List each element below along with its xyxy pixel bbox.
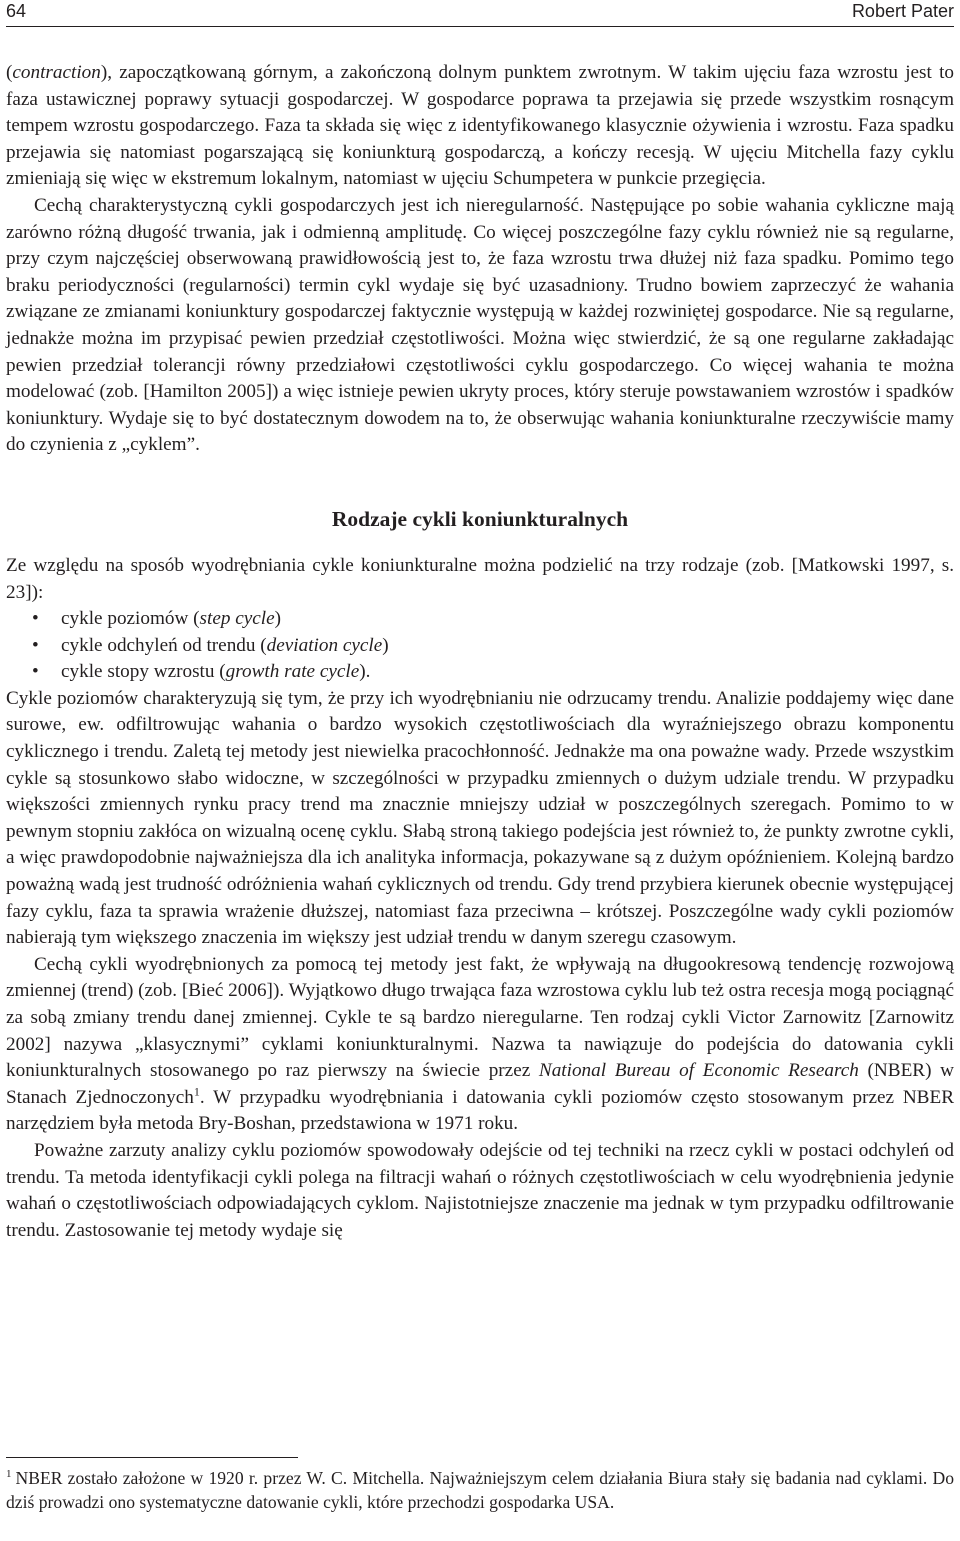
text-run: ) [382,634,389,656]
text-run: ), zapoczątkowaną górnym, a zakończoną dolnym punktem zwrotnym. W takim ujęciu faza wzrostu jest to faza ustawicznej poprawy sytuacji gospodarczej. W gospodarce poprawa ta przejawia się przede wszystkim rosnącym tempem wzrostu gospodarczego. Faza ta składa się więc z identyfikowanego klasycznie ożywienia i wzrostu. Faza spadku przejawia się natomiast pogarszającą się koniunkturą gospodarczą, a kończy recesją. W ujęciu Mitchella fazy cyklu zmieniają się więc w ekstremum lokalnym, natomiast w ujęciu Schumpetera w punkcie przegięcia. [6,62,954,190]
term: step cycle [199,608,275,630]
list-item [6,633,954,660]
paragraph-4 [6,952,954,1138]
footnote-text: NBER zostało założone w 1920 r. przez W. C. Mitchella. Najważniejszym celem działania Biura stały się badania nad cyklami. Do dziś prowadzi ono systematyczne datowanie cykli, które przechodzi gospodarka USA. [6,1468,954,1512]
text-run: ). [359,661,371,683]
paragraph-3: Cykle poziomów charakteryzują się tym, że przy ich wyodrębnianiu nie odrzucamy trendu. Analizie poddajemy więc dane surowe, ew. odfiltrowując wahania o bardzo wysokich częstotliwościach dla wyraźniejszego obrazu komponentu cyklicznego i trendu. Zaletą tej metody jest niewielka pracochłonność. Jednakże ma ona poważne wady. Przede wszystkim cykle są stosunkowo słabo widoczne, w szczególności w przypadku zmiennych o dużym udziale trendu. W przypadku większości zmiennych rynku pracy trend ma znacznie mniejszy udział w poszczególnych szeregach. Pomimo to w pewnym stopniu zakłóca on wizualną ocenę cyklu. Słabą stroną takiego podejścia jest również to, że punkty zwrotne cykli, a więc prawdopodobnie najważniejsza dla ich analityka informacja, pokazywane są z dużym opóźnieniem. Kolejną bardzo poważną wadą jest trudność odróżnienia wahań cyklicznych od trendu. Gdy trend przybiera kierunek obecnie występującej fazy cyklu, faza ta sprawia wrażenie dłuższej, natomiast faza przeciwna – krótszej. Poszczególne wady cykli poziomów nabierają tym większego znaczenia im większy jest udział trendu w danym szeregu czasowym. [6,687,954,949]
text-run: . W przypadku wyodrębniania i datowania cykli poziomów często stosowanym przez NBER narzędziem była metoda Bry-Boshan, przedstawiona w 1971 roku. [6,1086,955,1135]
bullet-icon: • [32,634,39,656]
bullet-icon: • [32,661,39,683]
term: deviation cycle [266,634,383,656]
header-rule [6,26,954,27]
paragraph-intro: Ze względu na sposób wyodrębniania cykle koniunkturalne można podzielić na trzy rodzaje (zob. [Matkowski 1997, s. 23]): [6,554,954,603]
text-run: ( [6,62,13,83]
text-run: ) [274,608,282,630]
paragraph-2: Cechą charakterystyczną cykli gospodarczych jest ich nieregularność. Następujące po sobie wahania cykliczne mają zarówno różną długość trwania, jak i odmienną amplitudę. Co więcej poszczególne fazy cyklu również nie są regularne, przy czym najczęściej obserwowaną prawidłowością jest to, że faza wzrostu trwa dłużej niż faza spadku. Pomimo tego braku periodyczności (regularności) termin cykl wydaje się być uzasadniony. Trudno bowiem zaprzeczyć że wahania związane ze zmianami koniunktury gospodarczej faktycznie występują w każdej rozwiniętej gospodarce. Nie są regularne, jednakże można im przypisać pewien przedział częstotliwości. Można więc stwierdzić, że są one regularne zakładając pewien przedział tolerancji równy przedziałowi częstotliwości cyklu gospodarczego. Co więcej wahania te można modelować (zob. [Hamilton 2005]) a więc istnieje pewien ukryty proces, który steruje powstawaniem wzrostów i spadków koniunktury. Wydaje się to być dostatecznym dowodem na to, że obserwując wahania koniunkturalne rzeczywiście mamy do czynienia z „cyklem”. [6,194,954,456]
bullet-icon: • [32,608,39,630]
term: growth rate cycle [225,661,360,683]
list-item [6,659,954,686]
text-run: cykle stopy wzrostu ( [61,661,226,683]
footnote-marker: 1 [6,1468,12,1481]
page-number: 64 [6,1,27,21]
text-run: cykle odchyleń od trendu ( [61,634,267,656]
text-run: Cechą cykli wyodrębnionych za pomocą tej metody jest fakt, że wpływają na długookresową tendencję rozwojową zmiennej (trend) (zob. [Bieć 2006]). Wyjątkowo długo trwająca faza wzrostowa cyklu lub też ostra recesja mogą pociągnąć za sobą zmiany trendu danej zmiennej. Cykle te są bardzo nieregularne. Ten rodzaj cykli Victor Zarnowitz [Zarnowitz 2002] nazywa „klasycznymi” cyklami koniunkturalnymi. Nazwa ta nawiązuje do podejścia do datowania cykli koniunkturalnych stosowanego po raz pierwszy na świecie przez [6,953,954,1082]
term-nber: National Bureau of Economic Research [538,1060,859,1082]
body-text [6,60,954,1244]
section-heading: Rodzaje cykli koniunkturalnych [331,506,629,531]
footnote [6,1466,954,1514]
term-contraction: contraction [12,62,101,83]
text-run: (NBER) w Stanach Zjednoczonych [6,1060,955,1108]
list-item [6,606,954,633]
running-author: Robert Pater [851,1,954,21]
running-header [6,0,954,24]
footnote-rule [6,1457,298,1458]
paragraph-1 [6,60,954,193]
cycle-types-list [6,606,954,686]
paragraph-5: Poważne zarzuty analizy cyklu poziomów spowodowały odejście od tej techniki na rzecz cykli w postaci odchyleń od trendu. Ta metoda identyfikacji cykli polega na filtracji wahań o różnych częstotliwościach w celu wyodrębnienia jedynie wahań o częstotliwościach odpowiadających cyklom. Najistotniejsze znaczenie ma jednak w tym przypadku odfiltrowanie trendu. Zastosowanie tej metody wydaje się [6,1139,954,1241]
text-run: cykle poziomów ( [61,608,200,630]
footnote-ref[interactable]: 1 [193,1084,200,1099]
